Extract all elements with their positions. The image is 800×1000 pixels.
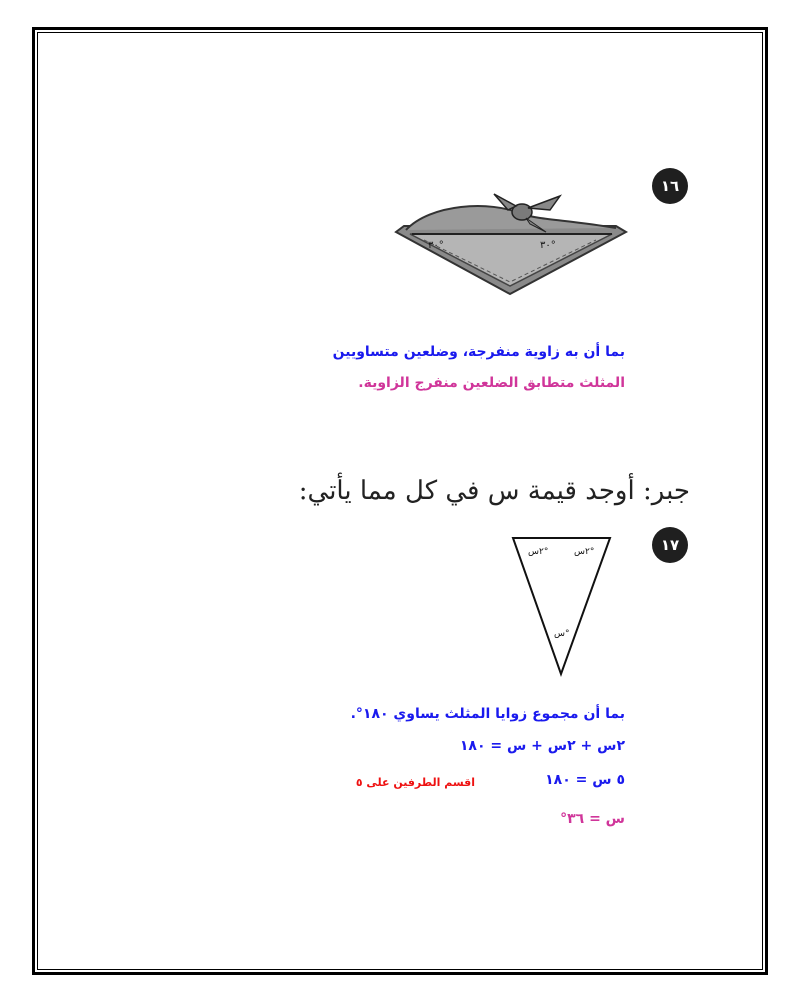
problem-17-line-2: ٢س + ٢س + س = ١٨٠ <box>459 738 625 754</box>
triangle-angle-top-left-label: ٢س° <box>528 547 549 557</box>
problem-16-number-badge <box>652 168 688 204</box>
triangle-angle-top-right-label: ٢س° <box>574 547 595 557</box>
problem-17-note: اقسم الطرفين على ٥ <box>355 776 475 789</box>
problem-17-line-3: ٥ س = ١٨٠ <box>545 772 625 788</box>
problem-17-line-1: بما أن مجموع زوايا المثلث يساوي ١٨٠°. <box>350 706 625 722</box>
problem-17-number: ١٧ <box>660 536 680 554</box>
problem-16-number: ١٦ <box>660 177 680 195</box>
triangle-angle-bottom-label: س° <box>554 629 570 639</box>
problem-16-answer-line-1: بما أن به زاوية منفرجة، وضلعين متساويين <box>332 344 625 360</box>
isosceles-triangle-figure <box>508 532 618 682</box>
problem-17-line-4: س = ٣٦° <box>560 811 625 827</box>
scarf-triangle-figure <box>390 190 630 300</box>
scarf-angle-left-label: ٣٠° <box>428 240 444 251</box>
section-heading: جبر: أوجد قيمة س في كل مما يأتي: <box>298 476 690 506</box>
problem-16-answer-line-2: المثلث متطابق الضلعين منفرج الزاوية. <box>358 375 625 391</box>
scarf-angle-right-label: ٣٠° <box>540 240 556 251</box>
problem-17-number-badge <box>652 527 688 563</box>
